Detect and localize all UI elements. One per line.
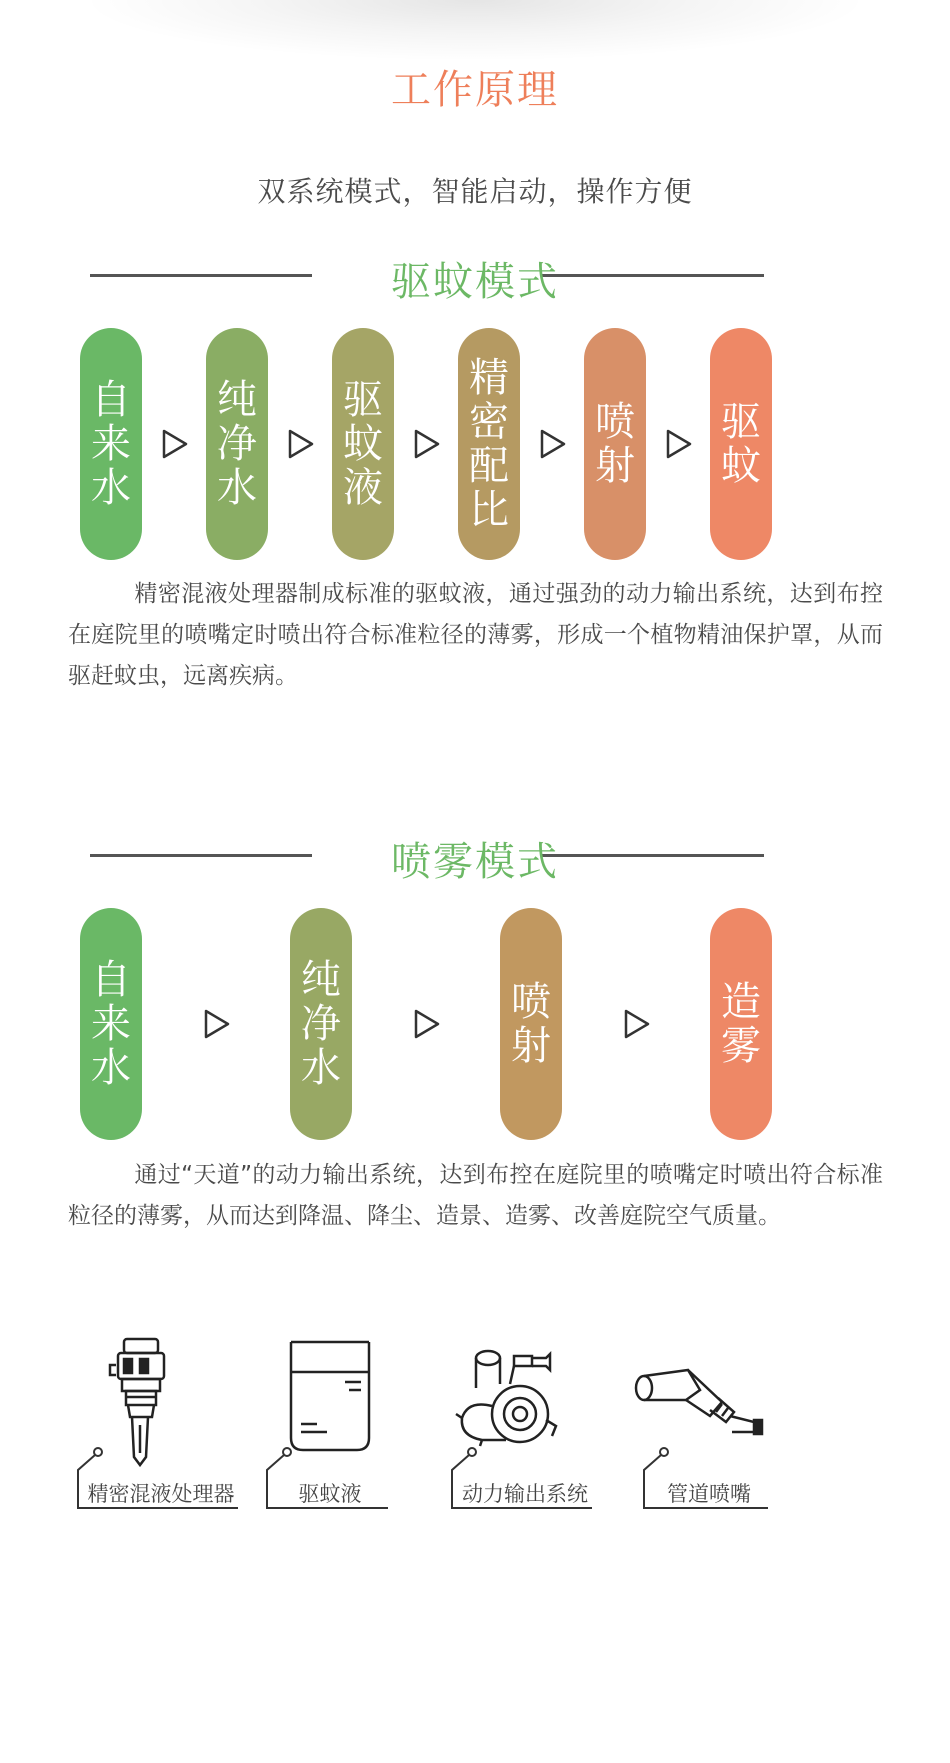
top-shadow <box>90 0 860 60</box>
page-subtitle: 双系统模式，智能启动，操作方便 <box>257 175 693 208</box>
flow-step: 精 密 配 比 <box>458 328 520 560</box>
flow-arrow-icon <box>665 428 693 460</box>
nozzle-icon <box>630 1360 770 1450</box>
mosquito-mode-description <box>68 574 883 697</box>
mosquito-mode-title: 驱蚊模式 <box>391 259 559 305</box>
flow-step: 纯 净 水 <box>290 908 352 1140</box>
component-label-pump: 动力输出系统 <box>462 1482 588 1506</box>
flow-arrow-icon <box>623 1008 651 1040</box>
flow-arrow-icon <box>413 428 441 460</box>
flow-step: 喷 射 <box>584 328 646 560</box>
flow-arrow-icon <box>161 428 189 460</box>
mosquito-mode-description-text: 精密混液处理器制成标准的驱蚊液，通过强劲的动力输出系统，达到布控在庭院里的喷嘴定时喷出符合标准粒径的薄雾，形成一个植物精油保护罩，从而驱赶蚊虫，远离疾病。 <box>68 581 883 689</box>
flow-arrow-icon <box>203 1008 231 1040</box>
flow-arrow-icon <box>539 428 567 460</box>
component-label-nozzle: 管道喷嘴 <box>667 1482 751 1506</box>
flow-step: 驱 蚊 <box>710 328 772 560</box>
flow-arrow-icon <box>413 1008 441 1040</box>
page-title: 工作原理 <box>391 67 559 113</box>
flow-arrow-icon <box>287 428 315 460</box>
spray-mode-title: 喷雾模式 <box>391 839 559 885</box>
component-label-liquid: 驱蚊液 <box>298 1482 362 1506</box>
spray-mode-description <box>68 1155 883 1237</box>
flow-step: 驱 蚊 液 <box>332 328 394 560</box>
flow-step: 自 来 水 <box>80 328 142 560</box>
pump-icon <box>450 1340 570 1450</box>
flow-step: 纯 净 水 <box>206 328 268 560</box>
flow-step: 造 雾 <box>710 908 772 1140</box>
flow-step: 自 来 水 <box>80 908 142 1140</box>
spray-mode-description-text: 通过“天道”的动力输出系统，达到布控在庭院里的喷嘴定时喷出符合标准粒径的薄雾，从而达到降温、降尘、造景、造雾、改善庭院空气质量。 <box>68 1162 883 1229</box>
flow-step: 喷 射 <box>500 908 562 1140</box>
component-label-mixer: 精密混液处理器 <box>87 1482 235 1506</box>
